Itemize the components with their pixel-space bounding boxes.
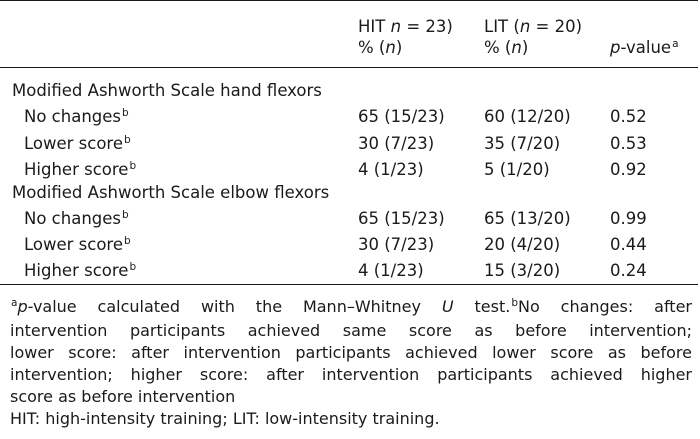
hit-value: 30 (7/23) [358,134,435,153]
hit-value: 4 (1/23) [358,160,424,179]
section-title: Modified Ashworth Scale elbow flexors [12,183,330,202]
row-label: Lower score$^b$ [24,134,131,153]
footnote-line: lower score: after intervention participants achieved lower score as before [10,343,692,362]
hit-value: 30 (7/23) [358,235,435,254]
lit-value: 15 (3/20) [484,261,561,280]
p-value: 0.99 [610,209,647,228]
row-label: No changes$^b$ [24,209,129,228]
header-lit-unit: % (n) [484,38,529,57]
p-value: 0.52 [610,107,647,126]
table-top-rule [0,0,698,1]
row-label: Higher score$^b$ [24,261,137,280]
header-lit: LIT (n = 20) [484,17,583,36]
hit-value: 65 (15/23) [358,107,445,126]
table-bottom-rule [0,284,698,285]
section-title: Modified Ashworth Scale hand flexors [12,81,322,100]
row-label: Higher score$^b$ [24,160,137,179]
header-hit: HIT n = 23) [358,17,453,36]
footnote-line: $^a$p-value calculated with the Mann–Whitney U test.$^b$No changes: after [11,297,692,316]
lit-value: 60 (12/20) [484,107,571,126]
footnote-line: score as before intervention [10,387,236,406]
hit-value: 65 (15/23) [358,209,445,228]
footnote-line: intervention; higher score: after intervention participants achieved higher [10,365,692,384]
lit-value: 65 (13/20) [484,209,571,228]
lit-value: 35 (7/20) [484,134,561,153]
p-value: 0.44 [610,235,647,254]
footnote-line: intervention participants achieved same score as before intervention; [10,321,692,340]
hit-value: 4 (1/23) [358,261,424,280]
p-value: 0.92 [610,160,647,179]
p-value: 0.53 [610,134,647,153]
lit-value: 20 (4/20) [484,235,561,254]
row-label: No changes$^b$ [24,107,129,126]
p-value: 0.24 [610,261,647,280]
abbreviations-note: HIT: high-intensity training; LIT: low-intensity training. [10,409,440,428]
header-p-value: p-value$^a$ [610,38,679,57]
footnotes [10,296,692,430]
header-bottom-rule [0,67,698,68]
row-label: Lower score$^b$ [24,235,131,254]
lit-value: 5 (1/20) [484,160,550,179]
header-hit-unit: % (n) [358,38,403,57]
